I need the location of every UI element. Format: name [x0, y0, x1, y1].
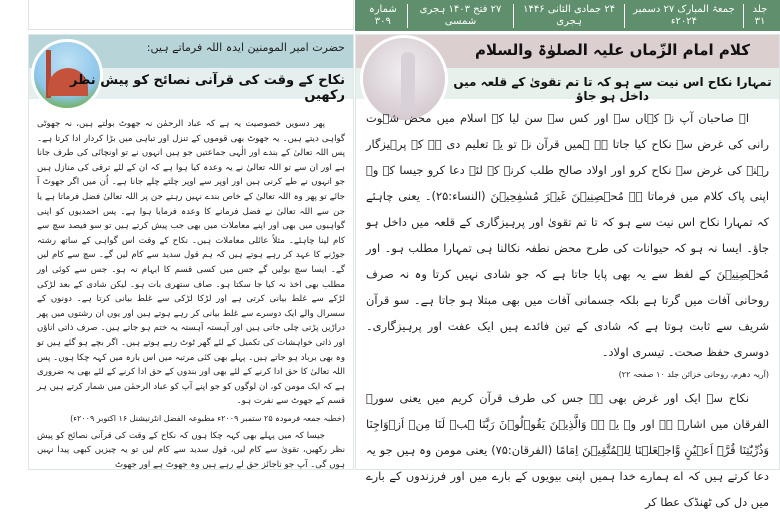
right-body: [366, 105, 769, 515]
paragraph: جیسا کہ میں پہلے بھی کہہ چکا ہوں کہ نکاح کے وقت کی قرآنی نصائح کو پیش نظر رکھیں، تقویٰ سے کام لیں، قول سدید سے کام لیں تو یہ چیزیں کبھی پیدا نہیں ہوں گی۔ آپ جو ناجائز حق لے رہے ہیں وہ جھوٹ ہے اور جھوٹ: [37, 430, 345, 471]
reference: (خطبہ جمعہ فرمودہ ۲۵ ستمبر ۲۰۰۹ء مطبوعہ الفضل انٹرنیشنل ۱۶ اکتوبر ۲۰۰۹ء): [70, 413, 345, 423]
left-body: [37, 117, 345, 473]
left-article: [28, 34, 354, 470]
paragraph: اے صاحبان آپ نے کہاں سے اور کس سے سن لیا کہ اسلام میں محض شہوت رانی کی غرض سے نکاح کیا جاتا ہے ہمیں قرآن نے تو یہ تعلیم دی ہے کہ پرہیزگار رہنے کی غرض سے نکاح کرو اور اولاد صالح طلب کرنے کے لئے دعا کرو جیسا کہ وہ اپنی پاک کلام میں فرماتا ہے مُحۡصِنِیۡنَ غَیۡرَ مُسٰفِحِیۡنَ (النساء:۲۵)۔ یعنی چاہئے کہ تمہارا نکاح اس نیت سے ہو کہ تا تم تقویٰ اور پرہیزگاری کے قلعہ میں داخل ہو جاؤ۔ ایسا نہ ہو کہ حیوانات کی طرح محض نطفہ نکالنا ہی تمہارا مطلب ہو۔ اور مُحۡصِنِیۡنَ کے لفظ سے یہ بھی پایا جاتا ہے کہ جو شادی نہیں کرتا وہ نہ صرف روحانی آفات میں گرتا ہے بلکہ جسمانی آفات میں بھی مبتلا ہو جاتا ہے۔ سو قرآن شریف سے ثابت ہوتا ہے کہ شادی کے تین فائدے ہیں ایک عفت اور پرہیزگاری۔ دوسری حفظ صحت۔ تیسری اولاد۔: [366, 111, 769, 359]
right-kicker: کلام امام الزّماں علیہ الصلوٰۃ والسلام: [475, 41, 750, 59]
volume-number: جلد ۳۱: [743, 4, 776, 28]
reference: (آریہ دھرم، روحانی خزائن جلد ۱۰ صفحہ ۲۲): [618, 370, 769, 379]
paragraph: پھر دسویں خصوصیت یہ ہے کہ عباد الرحمٰن نہ جھوٹ بولتے ہیں، نہ جھوٹی گواہی دیتے ہیں۔ یہ جھوٹ بھی قوموں کے تنزل اور تباہی میں بڑا کردار ادا کرتا ہے۔ پس اللہ تعالیٰ کے بندے اور الٰہی جماعتیں جو ہیں انہوں نے تو اونچائی کی طرف جانا ہے اور ان سے تو اللہ تعالیٰ نے یہ وعدہ کیا ہوا ہے کہ ان کے لئے ترقی کی منازل ہیں جو انہوں نے طے کرنی ہیں اور اوپر سے اوپر چلتے چلے جانا ہے۔ اُن میں اگر جھوٹ آ جائے تو پھر وہ اللہ تعالیٰ کے خاص بندے نہیں رہتے جن پر اللہ تعالیٰ فضل فرماتا ہے یا جن سے اللہ تعالیٰ نے فضل فرمانے کا وعدہ فرمایا ہوا ہے۔ پس احمدیوں کو اپنی گواہیوں میں بھی اور اپنے معاملات میں بھی جب پیش کرتے ہیں تو سو فیصد سچ سے کام لینا چاہئے۔ مثلاً عائلی معاملات ہیں۔ نکاح کے وقت اس گواہی کے ساتھ رشتہ جوڑنے کا عہد کر رہے ہوتے ہیں کہ ہم قول سدید سے کام لیں گے۔ سچ سے کام لیں گے۔ ایسا سچ بولیں گے جس میں کسی قسم کا ابہام نہ ہو۔ جس سے کوئی اور مطلب بھی اخذ نہ کیا جا سکتا ہو۔ صاف ستھری بات ہو۔ لیکن شادی کے بعد لڑکی لڑکے سے غلط بیانی کرتی ہے اور لڑکا لڑکی سے غلط بیانی کرتا ہے۔ دونوں کے سسرال والے ایک دوسرے سے غلط بیانی کر رہے ہوتے ہیں اور یوں ان رشتوں میں پھر دراڑیں پڑتی چلی جاتی ہیں اور آہستہ آہستہ یہ ختم ہو جاتے ہیں۔ صرف ذاتی اناؤں اور ذاتی خواہشات کی تکمیل کے لئے گھر ٹوٹ رہے ہوتے ہیں۔ اگر بچے ہو گئے ہیں تو وہ بھی برباد ہو جاتے ہیں۔ پہلے بھی کئی مرتبہ میں اس بارہ میں کہہ چکا ہوں۔ پس اللہ تعالیٰ کا حق ادا کرنے کے لئے بھی اور بندوں کے حق ادا کرنے کے لئے بھی یہ ضروری ہے کہ ایک مومن کو، ان لوگوں کو جو اپنے آپ کو عباد الرحمٰن میں شمار کرتے ہیں ہر قسم کے جھوٹ سے نفرت ہو۔: [37, 119, 345, 407]
paragraph: نکاح سے ایک اور غرض بھی ہے جس کی طرف قرآن کریم میں یعنی سورۃ الفرقان میں اشارہ ہے اور وہ یہ ہے وَالَّذِیۡنَ یَقُوۡلُوۡنَ رَبَّنَا ہَبۡ لَنَا مِنۡ اَزۡوَاجِنَا وَذُرِّیّٰتِنَا قُرَّۃَ اَعۡیُنٍ وَّاجۡعَلۡنَا لِلۡمُتَّقِیۡنَ اِمَامًا (الفرقان:۷۵) یعنی مومن وہ ہیں جو یہ دعا کرتے ہیں کہ اے ہمارے خدا ہمیں اپنی بیویوں کے بارے میں اور فرزندوں کے بارے میں دل کی ٹھنڈک عطا کر: [366, 391, 769, 509]
minaret-shape: [401, 52, 415, 112]
right-article: [355, 34, 780, 509]
issue-number: شمارہ ۳۰۹: [368, 3, 397, 27]
issue-info-bar: [355, 0, 780, 31]
masthead-blank: [28, 0, 354, 30]
left-title: نکاح کے وقت کی قرآنی نصائح کو پیش نظر رکھیں: [70, 73, 345, 103]
hijri-date: ۲۴ جمادی الثانی ۱۴۴۶ ہجری: [513, 4, 624, 28]
gregorian-date: جمعۃ المبارک ۲۷ دسمبر ۲۰۲۴ء: [624, 4, 743, 28]
solar-hijri-date: ۲۷ فتح ۱۴۰۳ ہجری شمسی: [407, 4, 514, 28]
left-kicker: حضرت امیر المومنین ایدہ اللہ فرماتے ہیں:: [146, 41, 345, 54]
right-title: تمہارا نکاح اس نیت سے ہو کہ تا تم تقویٰ کے قلعہ میں داخل ہو جاؤ: [453, 75, 772, 103]
